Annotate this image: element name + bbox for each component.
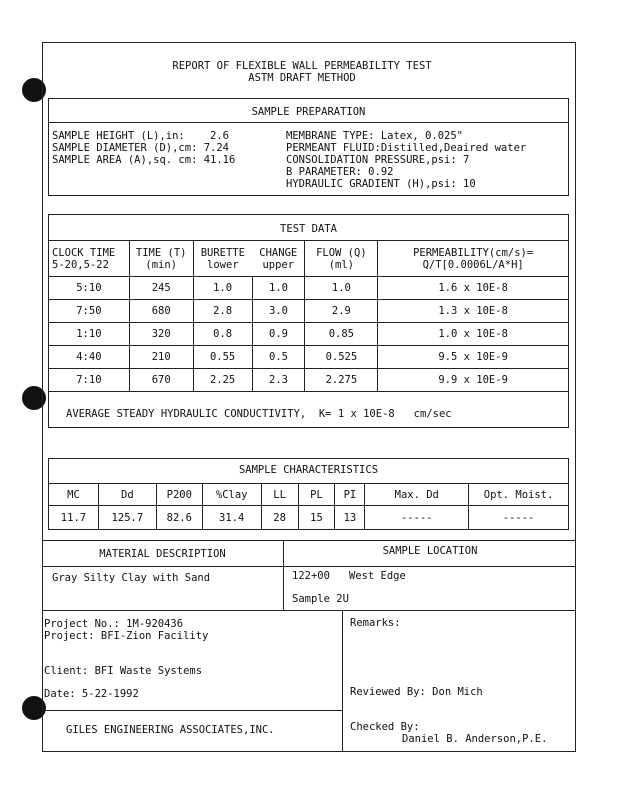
table-row bbox=[49, 506, 569, 530]
header-mc: MC bbox=[49, 484, 99, 506]
header-flow: FLOW (Q) (ml) bbox=[305, 241, 378, 277]
checker-name: Daniel B. Anderson,P.E. bbox=[402, 733, 548, 745]
header-max-dd: Max. Dd bbox=[365, 484, 469, 506]
permeability-cell: 9.9 x 10E-9 bbox=[378, 369, 569, 392]
time-cell: 320 bbox=[129, 323, 193, 346]
table-row bbox=[49, 277, 569, 300]
header-burette-upper: CHANGE upper bbox=[252, 241, 305, 277]
burette-upper-cell: 2.3 bbox=[252, 369, 305, 392]
burette-upper-cell: 0.5 bbox=[252, 346, 305, 369]
clock-time-cell: 1:10 bbox=[49, 323, 130, 346]
clay-value: 31.4 bbox=[202, 506, 261, 530]
dd-value: 125.7 bbox=[98, 506, 156, 530]
header-time: TIME (T) (min) bbox=[129, 241, 193, 277]
project-number: Project No.: 1M-920436 bbox=[44, 618, 184, 630]
flow-cell: 2.275 bbox=[305, 369, 378, 392]
header-clock-time: CLOCK TIME 5-20,5-22 bbox=[49, 241, 130, 277]
sample-characteristics-title: SAMPLE CHARACTERISTICS bbox=[238, 464, 379, 476]
mc-value: 11.7 bbox=[49, 506, 99, 530]
permeability-cell: 9.5 x 10E-9 bbox=[378, 346, 569, 369]
pl-value: 15 bbox=[298, 506, 335, 530]
time-cell: 245 bbox=[129, 277, 193, 300]
permeability-cell: 1.3 x 10E-8 bbox=[378, 300, 569, 323]
pi-value: 13 bbox=[335, 506, 365, 530]
permeability-cell: 1.0 x 10E-8 bbox=[378, 323, 569, 346]
time-cell: 670 bbox=[129, 369, 193, 392]
header-ll: LL bbox=[261, 484, 298, 506]
burette-upper-cell: 0.9 bbox=[252, 323, 305, 346]
report-subtitle: ASTM DRAFT METHOD bbox=[248, 72, 356, 84]
consolidation-pressure: CONSOLIDATION PRESSURE,psi: 7 bbox=[286, 154, 470, 166]
membrane-type: MEMBRANE TYPE: Latex, 0.025" bbox=[286, 130, 464, 142]
clock-time-cell: 7:50 bbox=[49, 300, 130, 323]
header-burette-lower: BURETTE lower bbox=[193, 241, 252, 277]
sample-area: SAMPLE AREA (A),sq. cm: 41.16 bbox=[52, 154, 236, 166]
client: Client: BFI Waste Systems bbox=[44, 665, 203, 677]
header-dd: Dd bbox=[98, 484, 156, 506]
burette-lower-cell: 1.0 bbox=[193, 277, 252, 300]
clock-time-cell: 7:10 bbox=[49, 369, 130, 392]
remarks-label: Remarks: bbox=[350, 617, 401, 629]
permeability-cell: 1.6 x 10E-8 bbox=[378, 277, 569, 300]
company-name: GILES ENGINEERING ASSOCIATES,INC. bbox=[66, 724, 275, 736]
header-permeability: PERMEABILITY(cm/s)= Q/T[0.0006L/A*H] bbox=[378, 241, 569, 277]
material-description-value: Gray Silty Clay with Sand bbox=[52, 572, 211, 584]
sample-diameter: SAMPLE DIAMETER (D),cm: 7.24 bbox=[52, 142, 230, 154]
flow-cell: 0.85 bbox=[305, 323, 378, 346]
header-opt-moist: Opt. Moist. bbox=[469, 484, 569, 506]
opt-moist-value: ----- bbox=[469, 506, 569, 530]
time-cell: 680 bbox=[129, 300, 193, 323]
sample-preparation-title: SAMPLE PREPARATION bbox=[251, 106, 366, 118]
hydraulic-gradient: HYDRAULIC GRADIENT (H),psi: 10 bbox=[286, 178, 476, 190]
reviewed-by: Reviewed By: Don Mich bbox=[350, 686, 483, 698]
material-description-title: MATERIAL DESCRIPTION bbox=[99, 548, 226, 560]
sample-characteristics-table bbox=[48, 483, 569, 530]
test-data-table bbox=[48, 240, 569, 392]
test-data-title: TEST DATA bbox=[280, 223, 337, 235]
report-title: REPORT OF FLEXIBLE WALL PERMEABILITY TEST bbox=[172, 60, 432, 72]
flow-cell: 1.0 bbox=[305, 277, 378, 300]
header-clay: %Clay bbox=[202, 484, 261, 506]
table-row bbox=[49, 369, 569, 392]
burette-upper-cell: 3.0 bbox=[252, 300, 305, 323]
burette-lower-cell: 0.55 bbox=[193, 346, 252, 369]
table-row bbox=[49, 346, 569, 369]
table-row bbox=[49, 323, 569, 346]
checked-by-label: Checked By: bbox=[350, 721, 420, 733]
burette-upper-cell: 1.0 bbox=[252, 277, 305, 300]
clock-time-cell: 5:10 bbox=[49, 277, 130, 300]
flow-cell: 0.525 bbox=[305, 346, 378, 369]
burette-lower-cell: 2.25 bbox=[193, 369, 252, 392]
project-name: Project: BFI-Zion Facility bbox=[44, 630, 209, 642]
sample-location-line2: Sample 2U bbox=[292, 593, 349, 605]
flow-cell: 2.9 bbox=[305, 300, 378, 323]
sample-height: SAMPLE HEIGHT (L),in: 2.6 bbox=[52, 130, 230, 142]
sample-location-title: SAMPLE LOCATION bbox=[382, 545, 478, 557]
table-row bbox=[49, 300, 569, 323]
header-pl: PL bbox=[298, 484, 335, 506]
p200-value: 82.6 bbox=[156, 506, 202, 530]
report-date: Date: 5-22-1992 bbox=[44, 688, 139, 700]
header-p200: P200 bbox=[156, 484, 202, 506]
ll-value: 28 bbox=[261, 506, 298, 530]
average-conductivity: AVERAGE STEADY HYDRAULIC CONDUCTIVITY, K= 1 x 10E-8 cm/sec bbox=[66, 408, 452, 420]
b-parameter: B PARAMETER: 0.92 bbox=[286, 166, 394, 178]
header-pi: PI bbox=[335, 484, 365, 506]
max-dd-value: ----- bbox=[365, 506, 469, 530]
burette-lower-cell: 0.8 bbox=[193, 323, 252, 346]
sample-location-line1: 122+00 West Edge bbox=[292, 570, 406, 582]
time-cell: 210 bbox=[129, 346, 193, 369]
clock-time-cell: 4:40 bbox=[49, 346, 130, 369]
permeant-fluid: PERMEANT FLUID:Distilled,Deaired water bbox=[286, 142, 527, 154]
burette-lower-cell: 2.8 bbox=[193, 300, 252, 323]
